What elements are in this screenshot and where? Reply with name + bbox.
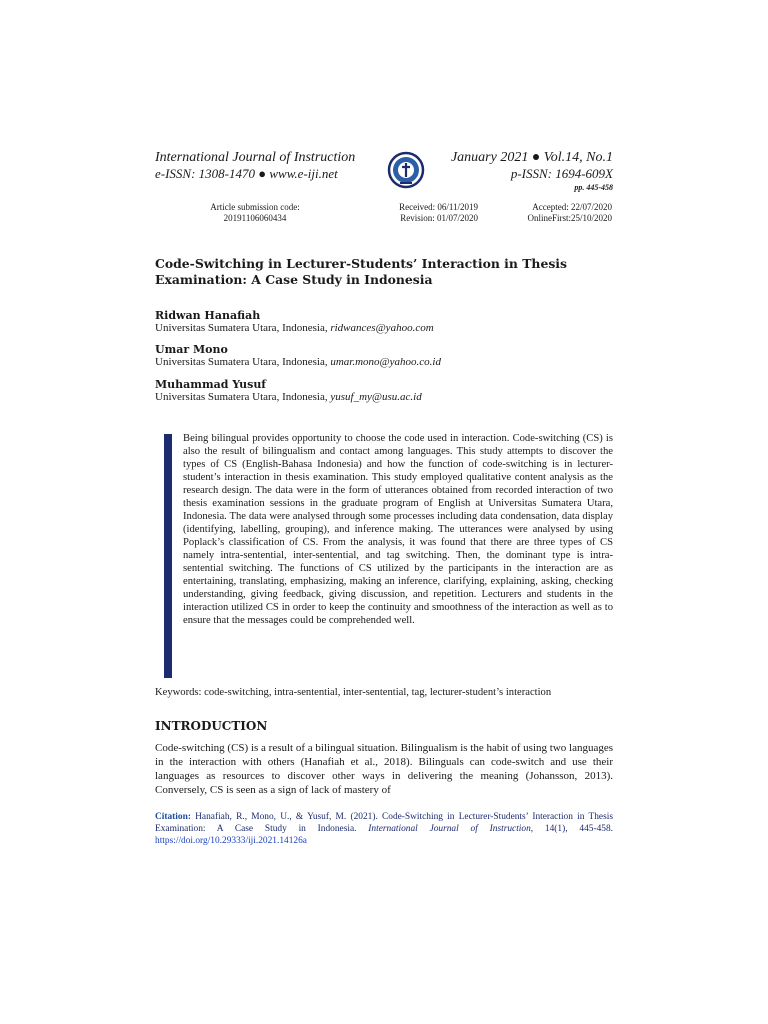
keywords: Keywords: code-switching, intra-sentential, inter-sentential, tag, lecturer-student’s interaction bbox=[155, 687, 552, 698]
author-affiliation bbox=[155, 322, 434, 334]
affiliation-text: Universitas Sumatera Utara, Indonesia, bbox=[155, 356, 331, 368]
abstract-text: Being bilingual provides opportunity to choose the code used in interaction. Code-switching (CS) is also the result of bilingualism and contact among languages. This study attempts to discover the types of CS (English-Bahasa Indonesia) and how the function of code-switching is in lecturer-student’s interaction in thesis examination. This study employed qualitative content analysis as the research design. The data were in the form of utterances obtained from recorded interaction of two thesis examination sessions in the graduate program of English at Universitas Sumatera Utara, Indonesia. The data were analysed through some processes including data condensation, data display (identifying, labelling, grouping), and inference making. The utterances were analysed by using Poplack’s classification of CS. From the analysis, it was found that there are three types of CS namely intra-sentential, inter-sentential, and tag switching. Then, the dominant type is intra-sentential switching. The functions of CS utilized by the participants in the interaction are as entertaining, translating, emphasizing, making an inference, clarifying, explaining, asking, checking understanding, giving feedback, giving discussion, and repetition. Lecturers and students in the interaction utilized CS in order to keep the continuity and smoothness of the interaction as well as to ensure that the messages could be comprehended well. bbox=[183, 433, 613, 626]
citation-block bbox=[155, 811, 613, 847]
affiliation-text: Universitas Sumatera Utara, Indonesia, bbox=[155, 322, 331, 334]
submission-code-block bbox=[200, 202, 310, 224]
submission-label: Article submission code: bbox=[210, 202, 300, 212]
page-range: pp. 445-458 bbox=[574, 183, 613, 192]
section-heading-introduction: INTRODUCTION bbox=[155, 719, 268, 733]
abstract-accent-bar bbox=[164, 434, 172, 678]
accepted-online-block bbox=[506, 202, 612, 224]
citation-journal: International Journal of Instruction bbox=[368, 824, 531, 834]
citation-doi-link[interactable]: https://doi.org/10.29333/iji.2021.14126a bbox=[155, 836, 307, 846]
author-name: Umar Mono bbox=[155, 343, 228, 356]
author-affiliation bbox=[155, 356, 441, 368]
online-first-date: OnlineFirst:25/10/2020 bbox=[527, 213, 612, 223]
journal-title: International Journal of Instruction bbox=[155, 150, 356, 165]
citation-text: Hanafiah, R., Mono, U., & Yusuf, M. (2021). Code-Switching in Lecturer-Students’ Interaction in Thesis Examination: A Case Study in Indonesia. bbox=[155, 812, 613, 834]
received-date: Received: 06/11/2019 bbox=[399, 202, 478, 212]
journal-logo-icon bbox=[386, 150, 426, 190]
journal-eissn: e-ISSN: 1308-1470 ● www.e-iji.net bbox=[155, 166, 338, 181]
introduction-paragraph: Code-switching (CS) is a result of a bilingual situation. Bilingualism is the habit of using two languages in the interaction with others (Hanafiah et al., 2018). Bilinguals can code-switch and use their languages as resources to discover other ways in delivering the meaning (Johansson, 2013). Conversely, CS is seen as a sign of lack of mastery of bbox=[155, 742, 613, 796]
affiliation-text: Universitas Sumatera Utara, Indonesia, bbox=[155, 391, 331, 403]
submission-code: 20191106060434 bbox=[223, 213, 287, 223]
citation-label: Citation: bbox=[155, 812, 191, 822]
author-email[interactable]: umar.mono@yahoo.co.id bbox=[330, 356, 441, 368]
journal-pissn: p-ISSN: 1694-609X bbox=[510, 166, 613, 181]
citation-tail: , 14(1), 445-458. bbox=[530, 824, 613, 834]
author-name: Muhammad Yusuf bbox=[155, 378, 267, 391]
author-email[interactable]: yusuf_my@usu.ac.id bbox=[330, 391, 422, 403]
author-affiliation bbox=[155, 391, 422, 403]
issue-info: January 2021 ● Vol.14, No.1 bbox=[450, 150, 613, 165]
author-name: Ridwan Hanafiah bbox=[155, 309, 261, 322]
received-revision-block bbox=[378, 202, 478, 224]
article-title: Code-Switching in Lecturer-Students’ Interaction in Thesis Examination: A Case Study in Indonesia bbox=[155, 256, 567, 287]
author-email[interactable]: ridwances@yahoo.com bbox=[330, 322, 434, 334]
accepted-date: Accepted: 22/07/2020 bbox=[532, 202, 612, 212]
revision-date: Revision: 01/07/2020 bbox=[400, 213, 478, 223]
